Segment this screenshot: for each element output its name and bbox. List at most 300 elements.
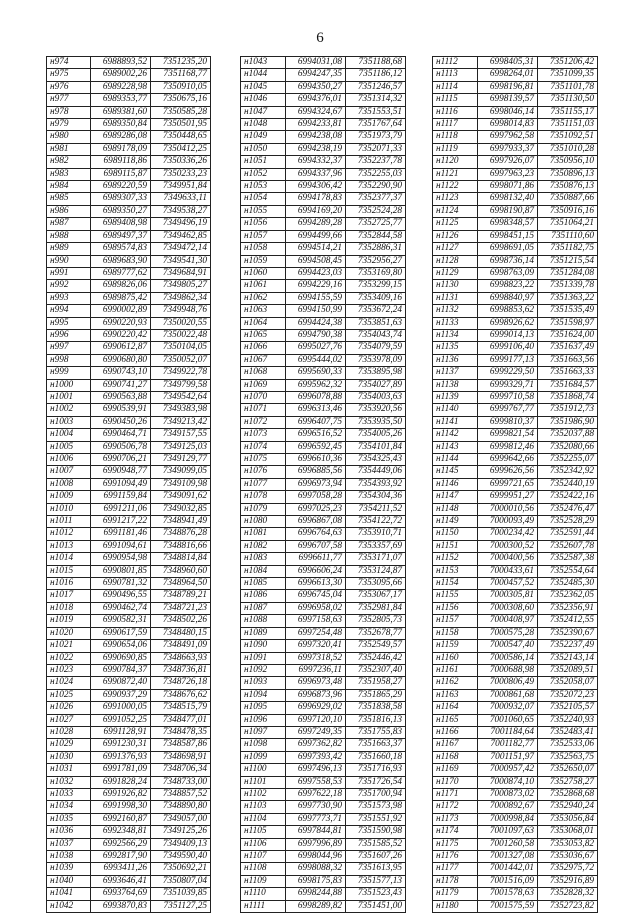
y-coordinate: 7351958,27 <box>346 677 406 689</box>
table-row <box>433 106 598 118</box>
table-row <box>241 404 406 416</box>
point-id: н1159 <box>433 640 478 652</box>
table-row <box>241 292 406 304</box>
table-row <box>433 528 598 540</box>
point-id: н1001 <box>47 391 91 403</box>
table-row <box>241 900 406 912</box>
table-row <box>241 875 406 887</box>
point-id: н1103 <box>241 801 286 813</box>
y-coordinate: 7351130,50 <box>538 94 598 106</box>
point-id: н1175 <box>433 838 478 850</box>
x-coordinate: 6991052,25 <box>91 714 151 726</box>
y-coordinate: 7351182,75 <box>538 243 598 255</box>
table-row <box>433 466 598 478</box>
y-coordinate: 7352037,88 <box>538 429 598 441</box>
table-row <box>47 578 211 590</box>
table-row <box>241 640 406 652</box>
x-coordinate: 6999810,37 <box>478 416 538 428</box>
x-coordinate: 6991828,24 <box>91 776 151 788</box>
y-coordinate: 7349541,30 <box>151 255 211 267</box>
x-coordinate: 6991000,05 <box>91 702 151 714</box>
x-coordinate: 6990801,85 <box>91 565 151 577</box>
x-coordinate: 6991094,61 <box>91 540 151 552</box>
y-coordinate: 7348663,93 <box>151 652 211 664</box>
table-row <box>47 540 211 552</box>
table-row <box>433 553 598 565</box>
table-row <box>47 168 211 180</box>
point-id: н1097 <box>241 726 286 738</box>
point-id: н1125 <box>433 218 478 230</box>
x-coordinate: 6991159,84 <box>91 491 151 503</box>
table-row <box>241 342 406 354</box>
y-coordinate: 7349157,55 <box>151 429 211 441</box>
point-id: н1015 <box>47 565 91 577</box>
point-id: н1164 <box>433 702 478 714</box>
y-coordinate: 7353169,80 <box>346 267 406 279</box>
point-id: н1172 <box>433 801 478 813</box>
table-row <box>47 640 211 652</box>
x-coordinate: 6995962,32 <box>286 379 346 391</box>
x-coordinate: 7001442,01 <box>478 863 538 875</box>
point-id: н1035 <box>47 813 91 825</box>
table-row <box>241 181 406 193</box>
y-coordinate: 7348733,00 <box>151 776 211 788</box>
point-id: н1087 <box>241 602 286 614</box>
y-coordinate: 7351973,79 <box>346 131 406 143</box>
table-row <box>433 305 598 317</box>
y-coordinate: 7353672,24 <box>346 305 406 317</box>
point-id: н1085 <box>241 578 286 590</box>
y-coordinate: 7351637,49 <box>538 342 598 354</box>
x-coordinate: 6999767,77 <box>478 404 538 416</box>
x-coordinate: 6994031,08 <box>286 57 346 69</box>
table-row <box>433 640 598 652</box>
point-id: н980 <box>47 131 91 143</box>
point-id: н976 <box>47 81 91 93</box>
point-id: н1034 <box>47 801 91 813</box>
table-row <box>433 429 598 441</box>
x-coordinate: 6989497,37 <box>91 230 151 242</box>
y-coordinate: 7351246,57 <box>346 81 406 93</box>
table-row <box>433 801 598 813</box>
table-row <box>433 454 598 466</box>
point-id: н1047 <box>241 106 286 118</box>
x-coordinate: 6994229,16 <box>286 280 346 292</box>
table-row <box>241 391 406 403</box>
y-coordinate: 7352607,78 <box>538 540 598 552</box>
y-coordinate: 7352725,77 <box>346 218 406 230</box>
y-coordinate: 7352290,90 <box>346 181 406 193</box>
point-id: н1129 <box>433 267 478 279</box>
point-id: н1111 <box>241 900 286 912</box>
point-id: н1088 <box>241 615 286 627</box>
point-id: н1123 <box>433 193 478 205</box>
y-coordinate: 7353056,84 <box>538 813 598 825</box>
x-coordinate: 6991128,91 <box>91 726 151 738</box>
point-id: н1073 <box>241 429 286 441</box>
x-coordinate: 6989002,26 <box>91 69 151 81</box>
x-coordinate: 7000861,68 <box>478 689 538 701</box>
y-coordinate: 7352422,16 <box>538 491 598 503</box>
table-row <box>433 875 598 887</box>
point-id: н1119 <box>433 143 478 155</box>
table-row <box>433 69 598 81</box>
x-coordinate: 6990539,91 <box>91 404 151 416</box>
x-coordinate: 6998190,87 <box>478 205 538 217</box>
table-row <box>433 739 598 751</box>
y-coordinate: 7352058,07 <box>538 677 598 689</box>
y-coordinate: 7352390,67 <box>538 627 598 639</box>
y-coordinate: 7352072,23 <box>538 689 598 701</box>
y-coordinate: 7351092,51 <box>538 131 598 143</box>
x-coordinate: 6998926,62 <box>478 317 538 329</box>
point-id: н1064 <box>241 317 286 329</box>
point-id: н1036 <box>47 826 91 838</box>
table-row <box>47 317 211 329</box>
table-row <box>47 528 211 540</box>
table-row <box>433 602 598 614</box>
x-coordinate: 6990506,78 <box>91 441 151 453</box>
x-coordinate: 6994169,20 <box>286 205 346 217</box>
y-coordinate: 7349383,98 <box>151 404 211 416</box>
y-coordinate: 7350916,16 <box>538 205 598 217</box>
table-row <box>241 441 406 453</box>
y-coordinate: 7350052,07 <box>151 354 211 366</box>
y-coordinate: 7348726,18 <box>151 677 211 689</box>
y-coordinate: 7354043,74 <box>346 329 406 341</box>
point-id: н1006 <box>47 454 91 466</box>
y-coordinate: 7350876,13 <box>538 181 598 193</box>
x-coordinate: 6996078,88 <box>286 391 346 403</box>
table-row <box>241 491 406 503</box>
table-row <box>433 342 598 354</box>
table-row <box>47 131 211 143</box>
table-row <box>433 354 598 366</box>
table-row <box>433 404 598 416</box>
x-coordinate: 7000586,14 <box>478 652 538 664</box>
x-coordinate: 6994423,03 <box>286 267 346 279</box>
x-coordinate: 7000547,40 <box>478 640 538 652</box>
y-coordinate: 7352307,40 <box>346 664 406 676</box>
x-coordinate: 7000873,02 <box>478 788 538 800</box>
point-id: н981 <box>47 143 91 155</box>
table-row <box>433 702 598 714</box>
y-coordinate: 7348515,79 <box>151 702 211 714</box>
point-id: н1042 <box>47 900 91 912</box>
x-coordinate: 6995690,33 <box>286 367 346 379</box>
coordinates-table-body <box>241 57 406 913</box>
table-row <box>433 776 598 788</box>
y-coordinate: 7352440,19 <box>538 478 598 490</box>
x-coordinate: 6997318,52 <box>286 652 346 664</box>
table-row <box>433 813 598 825</box>
y-coordinate: 7348698,91 <box>151 751 211 763</box>
y-coordinate: 7351110,60 <box>538 230 598 242</box>
point-id: н1021 <box>47 640 91 652</box>
x-coordinate: 6999821,54 <box>478 429 538 441</box>
table-row <box>47 900 211 912</box>
x-coordinate: 6991376,93 <box>91 751 151 763</box>
x-coordinate: 6999329,71 <box>478 379 538 391</box>
x-coordinate: 6994247,35 <box>286 69 346 81</box>
table-row <box>47 726 211 738</box>
x-coordinate: 6997025,23 <box>286 503 346 515</box>
point-id: н983 <box>47 168 91 180</box>
table-row <box>433 119 598 131</box>
x-coordinate: 6992160,87 <box>91 813 151 825</box>
table-row <box>433 168 598 180</box>
y-coordinate: 7351577,13 <box>346 875 406 887</box>
x-coordinate: 6997158,63 <box>286 615 346 627</box>
table-row <box>47 553 211 565</box>
point-id: н1094 <box>241 689 286 701</box>
x-coordinate: 6998405,31 <box>478 57 538 69</box>
point-id: н1074 <box>241 441 286 453</box>
x-coordinate: 6994238,08 <box>286 131 346 143</box>
y-coordinate: 7354027,89 <box>346 379 406 391</box>
x-coordinate: 6996885,56 <box>286 466 346 478</box>
x-coordinate: 6998264,01 <box>478 69 538 81</box>
x-coordinate: 6996764,63 <box>286 528 346 540</box>
table-row <box>433 379 598 391</box>
table-row <box>433 131 598 143</box>
table-row <box>47 851 211 863</box>
y-coordinate: 7351039,85 <box>151 888 211 900</box>
point-id: н1169 <box>433 764 478 776</box>
y-coordinate: 7352342,92 <box>538 466 598 478</box>
point-id: н1115 <box>433 94 478 106</box>
page-number: 6 <box>316 30 324 46</box>
table-row <box>433 367 598 379</box>
x-coordinate: 6998139,57 <box>478 94 538 106</box>
table-row <box>241 193 406 205</box>
table-row <box>433 57 598 69</box>
y-coordinate: 7351363,22 <box>538 292 598 304</box>
point-id: н1038 <box>47 851 91 863</box>
coordinates-table-3 <box>432 56 598 913</box>
x-coordinate: 6996973,94 <box>286 478 346 490</box>
y-coordinate: 7351663,33 <box>538 367 598 379</box>
y-coordinate: 7351663,37 <box>346 739 406 751</box>
y-coordinate: 7349633,11 <box>151 193 211 205</box>
point-id: н1124 <box>433 205 478 217</box>
x-coordinate: 7000300,52 <box>478 540 538 552</box>
point-id: н1046 <box>241 94 286 106</box>
point-id: н1081 <box>241 528 286 540</box>
point-id: н1153 <box>433 565 478 577</box>
y-coordinate: 7353357,69 <box>346 540 406 552</box>
table-row <box>241 466 406 478</box>
point-id: н1029 <box>47 739 91 751</box>
y-coordinate: 7351284,08 <box>538 267 598 279</box>
table-row <box>47 119 211 131</box>
table-row <box>241 739 406 751</box>
table-row <box>47 689 211 701</box>
table-row <box>241 429 406 441</box>
table-row <box>47 342 211 354</box>
table-row <box>433 714 598 726</box>
point-id: н1180 <box>433 900 478 912</box>
x-coordinate: 6997996,89 <box>286 838 346 850</box>
point-id: н1065 <box>241 329 286 341</box>
point-id: н975 <box>47 69 91 81</box>
y-coordinate: 7351151,03 <box>538 119 598 131</box>
x-coordinate: 6990220,42 <box>91 329 151 341</box>
x-coordinate: 7000575,28 <box>478 627 538 639</box>
x-coordinate: 6998088,32 <box>286 863 346 875</box>
point-id: н1165 <box>433 714 478 726</box>
y-coordinate: 7349684,91 <box>151 267 211 279</box>
x-coordinate: 6997926,07 <box>478 156 538 168</box>
point-id: н1174 <box>433 826 478 838</box>
x-coordinate: 6990002,89 <box>91 305 151 317</box>
y-coordinate: 7353036,67 <box>538 851 598 863</box>
x-coordinate: 6991998,30 <box>91 801 151 813</box>
y-coordinate: 7351912,73 <box>538 404 598 416</box>
x-coordinate: 6997773,71 <box>286 813 346 825</box>
y-coordinate: 7352828,32 <box>538 888 598 900</box>
y-coordinate: 7354211,52 <box>346 503 406 515</box>
table-row <box>433 565 598 577</box>
table-row <box>47 863 211 875</box>
table-row <box>47 57 211 69</box>
x-coordinate: 6989408,98 <box>91 218 151 230</box>
y-coordinate: 7351865,29 <box>346 689 406 701</box>
point-id: н1092 <box>241 664 286 676</box>
table-row <box>241 578 406 590</box>
point-id: н1079 <box>241 503 286 515</box>
x-coordinate: 7001260,58 <box>478 838 538 850</box>
table-row <box>47 205 211 217</box>
x-coordinate: 6999014,13 <box>478 329 538 341</box>
table-row <box>47 181 211 193</box>
y-coordinate: 7349125,26 <box>151 826 211 838</box>
x-coordinate: 7001327,08 <box>478 851 538 863</box>
point-id: н1023 <box>47 664 91 676</box>
table-row <box>47 516 211 528</box>
y-coordinate: 7351684,57 <box>538 379 598 391</box>
x-coordinate: 6998840,97 <box>478 292 538 304</box>
y-coordinate: 7352240,93 <box>538 714 598 726</box>
table-row <box>433 764 598 776</box>
table-row <box>47 776 211 788</box>
point-id: н1077 <box>241 478 286 490</box>
x-coordinate: 6990450,26 <box>91 416 151 428</box>
point-id: н1010 <box>47 503 91 515</box>
x-coordinate: 7000998,84 <box>478 813 538 825</box>
point-id: н1102 <box>241 788 286 800</box>
table-row <box>433 726 598 738</box>
x-coordinate: 6994376,01 <box>286 94 346 106</box>
table-row <box>433 751 598 763</box>
coordinates-table-body <box>433 57 598 913</box>
point-id: н1062 <box>241 292 286 304</box>
point-id: н1162 <box>433 677 478 689</box>
y-coordinate: 7349125,03 <box>151 441 211 453</box>
x-coordinate: 6994514,21 <box>286 243 346 255</box>
y-coordinate: 7348816,66 <box>151 540 211 552</box>
y-coordinate: 7351155,17 <box>538 106 598 118</box>
point-id: н1151 <box>433 540 478 552</box>
point-id: н1178 <box>433 875 478 887</box>
x-coordinate: 6997844,81 <box>286 826 346 838</box>
point-id: н1133 <box>433 317 478 329</box>
table-row <box>241 615 406 627</box>
table-row <box>47 664 211 676</box>
x-coordinate: 6994238,19 <box>286 143 346 155</box>
x-coordinate: 6991211,06 <box>91 503 151 515</box>
y-coordinate: 7350020,55 <box>151 317 211 329</box>
x-coordinate: 6997320,41 <box>286 640 346 652</box>
point-id: н1177 <box>433 863 478 875</box>
point-id: н1173 <box>433 813 478 825</box>
y-coordinate: 7349805,27 <box>151 280 211 292</box>
point-id: н1166 <box>433 726 478 738</box>
table-row <box>47 267 211 279</box>
table-row <box>433 788 598 800</box>
x-coordinate: 7000932,07 <box>478 702 538 714</box>
x-coordinate: 6994424,38 <box>286 317 346 329</box>
x-coordinate: 6996516,52 <box>286 429 346 441</box>
table-row <box>47 404 211 416</box>
table-row <box>433 156 598 168</box>
table-row <box>241 119 406 131</box>
point-id: н1052 <box>241 168 286 180</box>
point-id: н1090 <box>241 640 286 652</box>
y-coordinate: 7351127,25 <box>151 900 211 912</box>
table-row <box>241 627 406 639</box>
point-id: н1101 <box>241 776 286 788</box>
table-row <box>47 826 211 838</box>
point-id: н1030 <box>47 751 91 763</box>
point-id: н1093 <box>241 677 286 689</box>
x-coordinate: 6996611,77 <box>286 553 346 565</box>
table-row <box>47 875 211 887</box>
point-id: н1068 <box>241 367 286 379</box>
y-coordinate: 7354101,84 <box>346 441 406 453</box>
point-id: н1075 <box>241 454 286 466</box>
x-coordinate: 6990706,21 <box>91 454 151 466</box>
y-coordinate: 7350887,66 <box>538 193 598 205</box>
y-coordinate: 7348480,15 <box>151 627 211 639</box>
table-row <box>47 391 211 403</box>
table-row <box>433 416 598 428</box>
table-row <box>241 168 406 180</box>
table-row <box>47 441 211 453</box>
x-coordinate: 6999229,50 <box>478 367 538 379</box>
y-coordinate: 7349109,98 <box>151 478 211 490</box>
y-coordinate: 7351101,78 <box>538 81 598 93</box>
x-coordinate: 6999106,40 <box>478 342 538 354</box>
point-id: н998 <box>47 354 91 366</box>
x-coordinate: 6991781,09 <box>91 764 151 776</box>
point-id: н1000 <box>47 379 91 391</box>
y-coordinate: 7350692,21 <box>151 863 211 875</box>
table-row <box>433 578 598 590</box>
x-coordinate: 6997362,82 <box>286 739 346 751</box>
table-row <box>433 193 598 205</box>
y-coordinate: 7353920,56 <box>346 404 406 416</box>
table-row <box>241 664 406 676</box>
point-id: н1114 <box>433 81 478 93</box>
x-coordinate: 7001578,63 <box>478 888 538 900</box>
x-coordinate: 6990781,32 <box>91 578 151 590</box>
table-row <box>241 888 406 900</box>
point-id: н1061 <box>241 280 286 292</box>
y-coordinate: 7349922,78 <box>151 367 211 379</box>
point-id: н992 <box>47 280 91 292</box>
table-row <box>241 218 406 230</box>
